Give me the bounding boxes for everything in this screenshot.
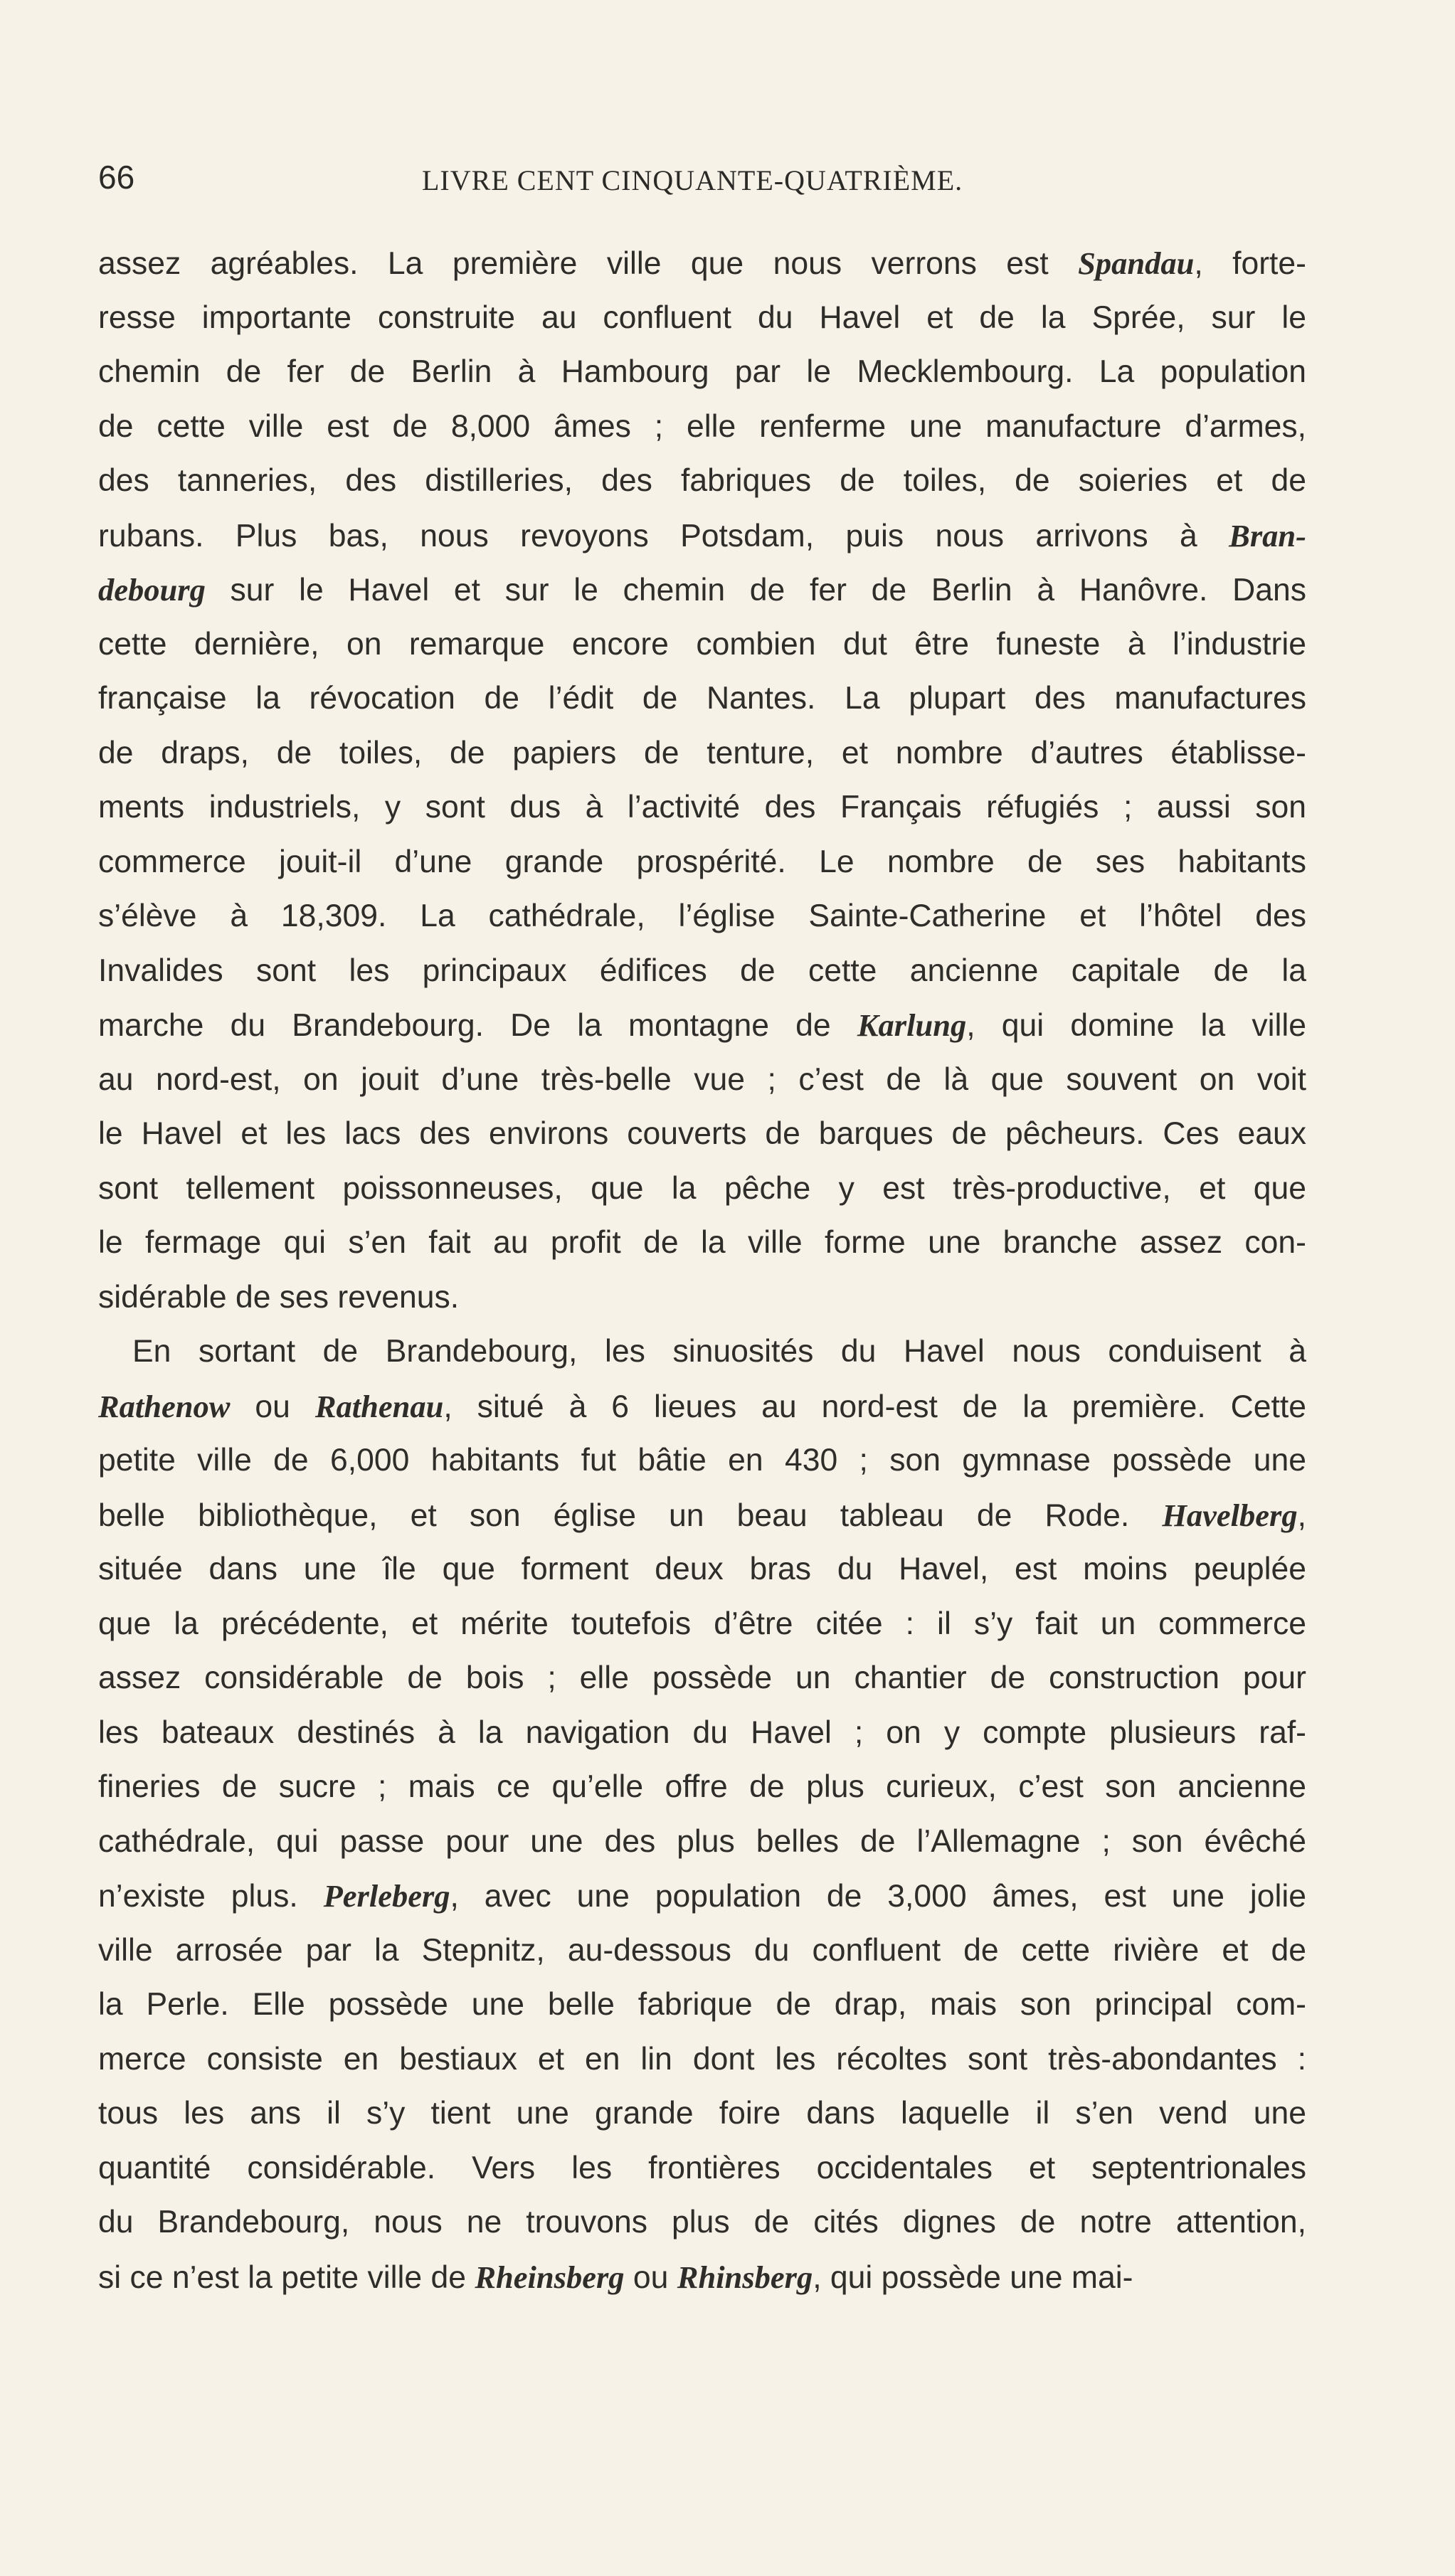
text-line (98, 1216, 1306, 1271)
text-line (98, 944, 1306, 999)
text-segment: , qui possède une mai- (813, 2259, 1133, 2295)
text-line (98, 1978, 1306, 2032)
text-line (98, 672, 1306, 726)
text-line (98, 291, 1306, 346)
text-segment: s’élève à 18,309. La cathédrale, l’église Sainte-Catherine et l’hôtel des (98, 899, 1306, 933)
text-segment: située dans une île que forment deux bras du Havel, est moins peuplée (98, 1552, 1306, 1586)
text-line (98, 889, 1306, 944)
text-segment: les bateaux destinés à la navigation du Havel ; on y compte plusieurs raf- (98, 1714, 1306, 1750)
text-line (98, 509, 1306, 563)
text-segment: petite ville de 6,000 habitants fut bâtie en 430 ; son gymnase possède une (98, 1443, 1306, 1478)
text-segment: la Perle. Elle possède une belle fabrique de drap, mais son principal com- (98, 1987, 1306, 2022)
text-segment: , avec une population de 3,000 âmes, est une jolie (450, 1879, 1306, 1914)
text-segment: assez agréables. La première ville que nous verrons est (98, 246, 1079, 281)
text-line (98, 236, 1306, 291)
text-segment: tous les ans il s’y tient une grande foire dans laquelle il s’en vend une (98, 2096, 1306, 2131)
text-segment: merce consiste en bestiaux et en lin dont les récoltes sont très-abondantes : (98, 2041, 1306, 2077)
text-segment: ments industriels, y sont dus à l’activité des Français réfugiés ; aussi son (98, 790, 1306, 825)
text-line (98, 1379, 1306, 1434)
text-line (98, 1271, 1306, 1325)
text-segment: sidérable de ses revenus. (98, 1279, 460, 1315)
text-line (98, 2141, 1306, 2196)
italic-place-name: Spandau (1078, 245, 1195, 281)
text-line (98, 1162, 1306, 1217)
italic-place-name: debourg (98, 572, 206, 608)
text-line (98, 2250, 1306, 2305)
italic-place-name: Havelberg (1162, 1497, 1298, 1533)
text-line (98, 1760, 1306, 1815)
text-line (98, 454, 1306, 509)
text-line (98, 1597, 1306, 1652)
italic-place-name: Bran- (1229, 517, 1306, 553)
text-segment: fineries de sucre ; mais ce qu’elle offre de plus curieux, c’est son ancienne (98, 1769, 1306, 1804)
italic-place-name: Rhinsberg (677, 2259, 813, 2295)
text-segment: ou (230, 1389, 315, 1424)
text-line (98, 1924, 1306, 1978)
text-segment: de draps, de toiles, de papiers de tenture, et nombre d’autres établisse- (98, 735, 1306, 770)
italic-place-name: Karlung (857, 1007, 967, 1043)
text-segment: cette dernière, on remarque encore combien dut être funeste à l’industrie (98, 626, 1306, 662)
page-header (98, 158, 1308, 208)
text-segment: ou (624, 2259, 677, 2295)
text-segment: , forte- (1194, 246, 1306, 281)
text-segment: sur le Havel et sur le chemin de fer de Berlin à Hanôvre. Dans (205, 573, 1306, 608)
text-segment: cathédrale, qui passe pour une des plus belles de l’Allemagne ; son évêché (98, 1823, 1306, 1859)
italic-place-name: Perleberg (323, 1878, 450, 1914)
text-line (98, 1542, 1306, 1597)
text-line (98, 563, 1306, 618)
body-text (98, 236, 1306, 2304)
text-segment: assez considérable de bois ; elle possède un chantier de construction pour (98, 1660, 1306, 1695)
text-line (98, 1869, 1306, 1924)
text-line (98, 1488, 1306, 1543)
text-line (98, 1706, 1306, 1761)
text-segment: En sortant de Brandebourg, les sinuosités du Havel nous conduisent à (132, 1334, 1306, 1369)
text-line (98, 1651, 1306, 1706)
text-line (98, 998, 1306, 1053)
text-line (98, 2087, 1306, 2141)
text-line (98, 726, 1306, 781)
text-segment: quantité considérable. Vers les frontières occidentales et septentrionales (98, 2150, 1306, 2185)
text-segment: belle bibliothèque, et son église un beau tableau de Rode. (98, 1498, 1163, 1533)
text-line (98, 1107, 1306, 1162)
text-line (98, 1325, 1306, 1379)
text-segment: ville arrosée par la Stepnitz, au-dessous du confluent de cette rivière et de (98, 1932, 1306, 1968)
italic-place-name: Rathenau (314, 1388, 444, 1424)
text-segment: chemin de fer de Berlin à Hambourg par le Mecklembourg. La population (98, 354, 1306, 389)
running-title: LIVRE CENT CINQUANTE-QUATRIÈME. (422, 164, 963, 196)
text-segment: sont tellement poissonneuses, que la pêche y est très-productive, et que (98, 1170, 1306, 1206)
text-segment: marche du Brandebourg. De la montagne de (98, 1008, 857, 1043)
text-segment: que la précédente, et mérite toutefois d’être citée : il s’y fait un commerce (98, 1606, 1306, 1641)
text-segment: française la révocation de l’édit de Nantes. La plupart des manufactures (98, 681, 1306, 716)
text-segment: le Havel et les lacs des environs couverts de barques de pêcheurs. Ces eaux (98, 1116, 1306, 1151)
text-segment: au nord-est, on jouit d’une très-belle vue ; c’est de là que souvent on voit (98, 1061, 1306, 1097)
text-segment: , qui domine la ville (966, 1008, 1306, 1043)
text-segment: n’existe plus. (98, 1879, 324, 1914)
text-line (98, 2195, 1306, 2250)
text-line (98, 2032, 1306, 2087)
text-segment: des tanneries, des distilleries, des fabriques de toiles, de soieries et de (98, 463, 1306, 498)
text-line (98, 1815, 1306, 1870)
text-line (98, 1433, 1306, 1488)
text-line (98, 1053, 1306, 1108)
italic-place-name: Rheinsberg (475, 2259, 625, 2295)
text-line (98, 618, 1306, 672)
italic-place-name: Rathenow (98, 1388, 231, 1424)
text-segment: resse importante construite au confluent du Havel et de la Sprée, sur le (98, 300, 1306, 335)
text-line (98, 835, 1306, 890)
text-segment: Invalides sont les principaux édifices de cette ancienne capitale de la (98, 953, 1306, 988)
text-line (98, 780, 1306, 835)
text-segment: commerce jouit-il d’une grande prospérité. Le nombre de ses habitants (98, 844, 1306, 879)
text-segment: , situé à 6 lieues au nord-est de la première. Cette (443, 1389, 1306, 1424)
text-line (98, 400, 1306, 455)
text-segment: de cette ville est de 8,000 âmes ; elle renferme une manufacture d’armes, (98, 408, 1306, 444)
text-segment: si ce n’est la petite ville de (98, 2259, 475, 2295)
text-segment: rubans. Plus bas, nous revoyons Potsdam, puis nous arrivons à (98, 518, 1229, 553)
text-segment: du Brandebourg, nous ne trouvons plus de cités dignes de notre attention, (98, 2205, 1306, 2240)
text-segment: , (1297, 1498, 1306, 1533)
page-number: 66 (98, 159, 135, 196)
text-segment: le fermage qui s’en fait au profit de la ville forme une branche assez con- (98, 1225, 1306, 1260)
text-line (98, 345, 1306, 400)
